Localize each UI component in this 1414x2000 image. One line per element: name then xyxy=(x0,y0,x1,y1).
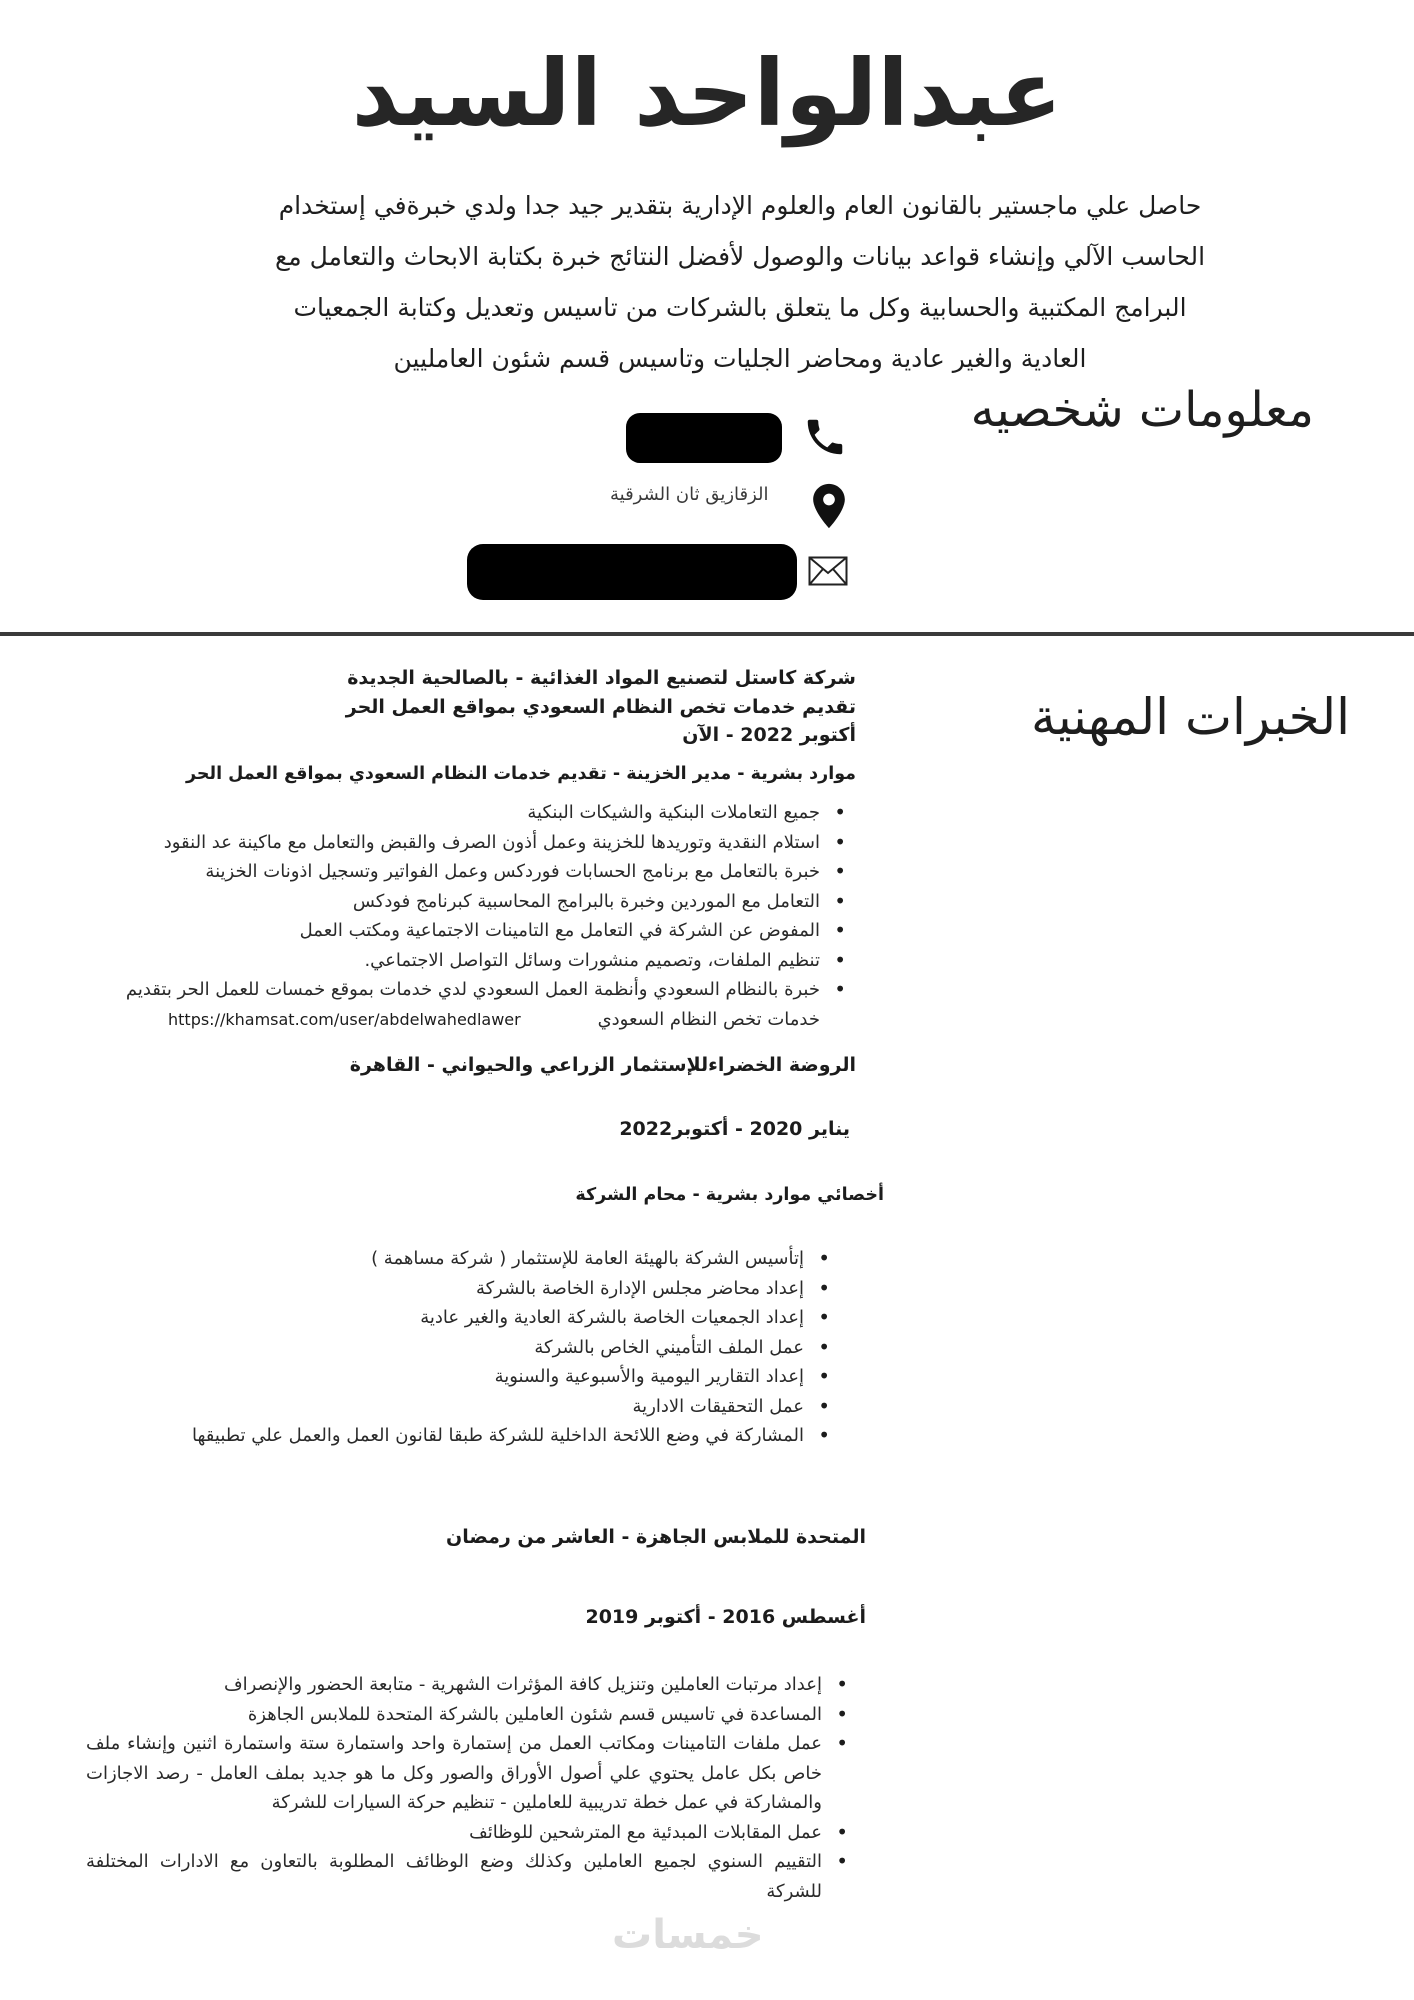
list-item: • إعداد الجمعيات الخاصة بالشركة العادية والغير عادية xyxy=(124,1303,830,1333)
summary-line: الحاسب الآلي وإنشاء قواعد بيانات والوصول لأفضل النتائج خبرة بكتابة الابحاث والتعامل مع xyxy=(274,242,1206,271)
professional-summary xyxy=(210,180,1270,384)
phone-row xyxy=(626,413,782,463)
list-item: • خبرة بالتعامل مع برنامج الحسابات فوردكس وعمل الفواتير وتسجيل اذونات الخزينة xyxy=(126,857,846,887)
job-company: الروضة الخضراءللإستثمار الزراعي والحيواني - القاهرة xyxy=(349,1054,856,1076)
job-company: شركة كاستل لتصنيع المواد الغذائية - بالصالحية الجديدة xyxy=(347,667,856,689)
list-item: • استلام النقدية وتوريدها للخزينة وعمل أذون الصرف والقبض والتعامل مع ماكينة عد النقود xyxy=(126,828,846,858)
experience-title: الخبرات المهنية xyxy=(1031,688,1350,746)
list-item: • عمل المقابلات المبدئية مع المترشحين للوظائف xyxy=(86,1818,848,1848)
location-text: الزقازيق ثان الشرقية xyxy=(610,484,769,505)
bullet-continuation xyxy=(598,1005,846,1034)
list-item: • عمل الملف التأميني الخاص بالشركة xyxy=(124,1333,830,1363)
job-bullet-list xyxy=(124,1244,830,1451)
summary-line: العادية والغير عادية ومحاضر الجليات وتاسيس قسم شئون العامليين xyxy=(393,344,1087,373)
list-item: • إعداد التقارير اليومية والأسبوعية والسنوية xyxy=(124,1362,830,1392)
list-item: • تنظيم الملفات، وتصميم منشورات وسائل التواصل الاجتماعي. xyxy=(126,946,846,976)
job-dates: أغسطس 2016 - أكتوبر 2019 xyxy=(585,1606,866,1628)
job-bullet-list xyxy=(86,1670,848,1906)
list-item: • عمل التحقيقات الادارية xyxy=(124,1392,830,1422)
personal-info-title: معلومات شخصيه xyxy=(970,382,1314,438)
section-divider xyxy=(0,632,1414,636)
summary-line: البرامج المكتبية والحسابية وكل ما يتعلق بالشركات من تاسيس وتعديل وكتابة الجمعيات xyxy=(293,293,1187,322)
list-item: • عمل ملفات التامينات ومكاتب العمل من إستمارة واحد واستمارة ستة واستمارة اثنين وإنشاء ملف خاص بكل عامل يحتوي علي أصول الأوراق والصور وكل ما هو جديد بملف العامل - رصد الاجازات والمشاركة في عمل خطة تدريبية للعاملين - تنظيم حركة السيارات للشركة xyxy=(86,1729,848,1818)
location-pin-icon xyxy=(810,482,848,530)
list-item: • المساعدة في تاسيس قسم شئون العاملين بالشركة المتحدة للملابس الجاهزة xyxy=(86,1700,848,1730)
redacted-phone xyxy=(626,413,782,463)
bullet-continuation-text: خدمات تخص النظام السعودي xyxy=(597,1009,820,1030)
list-item: • التقييم السنوي لجميع العاملين وكذلك وضع الوظائف المطلوبة بالتعاون مع الادارات المختلفة للشركة xyxy=(86,1847,848,1906)
phone-icon xyxy=(802,412,848,462)
list-item: • المفوض عن الشركة في التعامل مع التامينات الاجتماعية ومكتب العمل xyxy=(126,916,846,946)
list-item: • إتأسيس الشركة بالهيئة العامة للإستثمار ( شركة مساهمة ) xyxy=(124,1244,830,1274)
summary-line: حاصل علي ماجستير بالقانون العام والعلوم الإدارية بتقدير جيد جدا ولدي خبرةفي إستخدام xyxy=(278,191,1202,220)
envelope-icon xyxy=(808,556,848,586)
khamsat-profile-link[interactable]: https://khamsat.com/user/abdelwahedlawer xyxy=(168,1010,521,1029)
list-item: • إعداد محاضر مجلس الإدارة الخاصة بالشركة xyxy=(124,1274,830,1304)
redacted-email xyxy=(467,544,797,600)
job-dates: يناير 2020 - أكتوبر2022 xyxy=(619,1118,850,1140)
list-item: • جميع التعاملات البنكية والشيكات البنكية xyxy=(126,798,846,828)
job-role: أخصائي موارد بشرية - محام الشركة xyxy=(575,1185,884,1205)
list-item: • إعداد مرتبات العاملين وتنزيل كافة المؤثرات الشهرية - متابعة الحضور والإنصراف xyxy=(86,1670,848,1700)
job-company: المتحدة للملابس الجاهزة - العاشر من رمضان xyxy=(446,1526,866,1548)
list-item: • التعامل مع الموردين وخبرة بالبرامج المحاسبية كبرنامج فودكس xyxy=(126,887,846,917)
job-subtitle: تقديم خدمات تخص النظام السعودي بمواقع العمل الحر xyxy=(345,696,856,718)
job-dates: أكتوبر 2022 - الآن xyxy=(682,724,856,746)
khamsat-watermark: خمسات xyxy=(612,1912,764,1958)
list-item: • خبرة بالنظام السعودي وأنظمة العمل السعودي لدي خدمات بموقع خمسات للعمل الحر بتقديم xyxy=(126,975,846,1005)
list-item: • المشاركة في وضع اللائحة الداخلية للشركة طبقا لقانون العمل والعمل علي تطبيقها xyxy=(124,1421,830,1451)
job-bullet-list xyxy=(126,798,846,1005)
candidate-name: عبدالواحد السيد xyxy=(351,40,1063,147)
job-role: موارد بشرية - مدير الخزينة - تقديم خدمات النظام السعودي بمواقع العمل الحر xyxy=(186,764,856,784)
